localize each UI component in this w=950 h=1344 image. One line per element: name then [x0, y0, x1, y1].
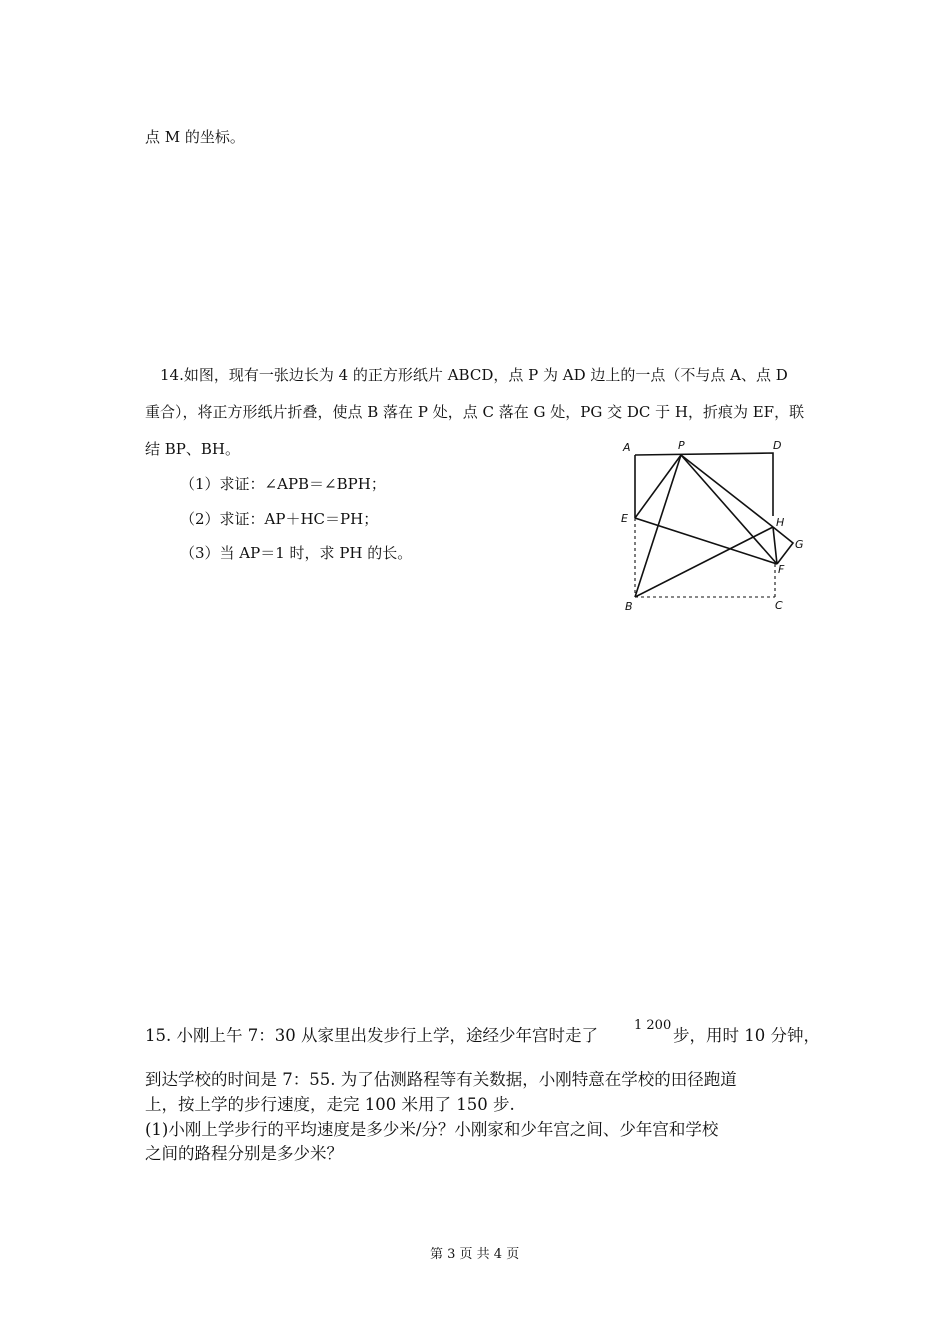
- q15-line4: (1)小刚上学步行的平均速度是多少米/分？小刚家和少年宫之间、少年宫和学校: [145, 1120, 719, 1139]
- q15-line1-start: 15. 小刚上午 7：30 从家里出发步行上学，途经少年宫时走了: [145, 1026, 598, 1045]
- q15-line5: 之间的路程分别是多少米？: [145, 1144, 343, 1163]
- page-footer: 第 3 页 共 4 页: [430, 1247, 520, 1262]
- q15-line3: 上，按上学的步行速度，走完 100 米用了 150 步.: [145, 1095, 515, 1114]
- label-F: F: [778, 563, 785, 576]
- label-A: A: [623, 441, 631, 454]
- label-E: E: [621, 512, 628, 525]
- q13-tail-text: 点 M 的坐标。: [145, 128, 245, 146]
- label-C: C: [775, 599, 783, 612]
- q14-line1: 14.如图，现有一张边长为 4 的正方形纸片 ABCD，点 P 为 AD 边上的一点（不与点 A、点 D: [160, 366, 788, 384]
- segment-PH: [681, 455, 773, 527]
- q15-line2: 到达学校的时间是 7：55. 为了估测路程等有关数据，小刚特意在学校的田径跑道: [145, 1070, 737, 1089]
- label-P: P: [678, 439, 685, 452]
- q14-sub2: （2）求证：AP＋HC＝PH；: [180, 510, 379, 528]
- folded-square-figure: [615, 436, 815, 616]
- label-D: D: [773, 439, 782, 452]
- q14-sub1: （1）求证：∠APB＝∠BPH；: [180, 475, 386, 493]
- square-top-right-edges: [635, 453, 773, 516]
- q14-sub3: （3）当 AP＝1 时，求 PH 的长。: [180, 544, 413, 562]
- q15-steps-superscript: 1 200: [634, 1018, 672, 1033]
- q14-line2: 重合），将正方形纸片折叠，使点 B 落在 P 处，点 C 落在 G 处，PG 交 DC 于 H，折痕为 EF，联: [145, 403, 805, 421]
- q15-line1-end: 步，用时 10 分钟，: [673, 1026, 820, 1045]
- label-H: H: [776, 516, 785, 529]
- segment-EP: [635, 455, 681, 518]
- segment-BH: [635, 527, 773, 597]
- label-G: G: [795, 538, 804, 551]
- label-B: B: [625, 600, 633, 613]
- segment-HF: [773, 527, 777, 564]
- q14-line3: 结 BP、BH。: [145, 440, 240, 458]
